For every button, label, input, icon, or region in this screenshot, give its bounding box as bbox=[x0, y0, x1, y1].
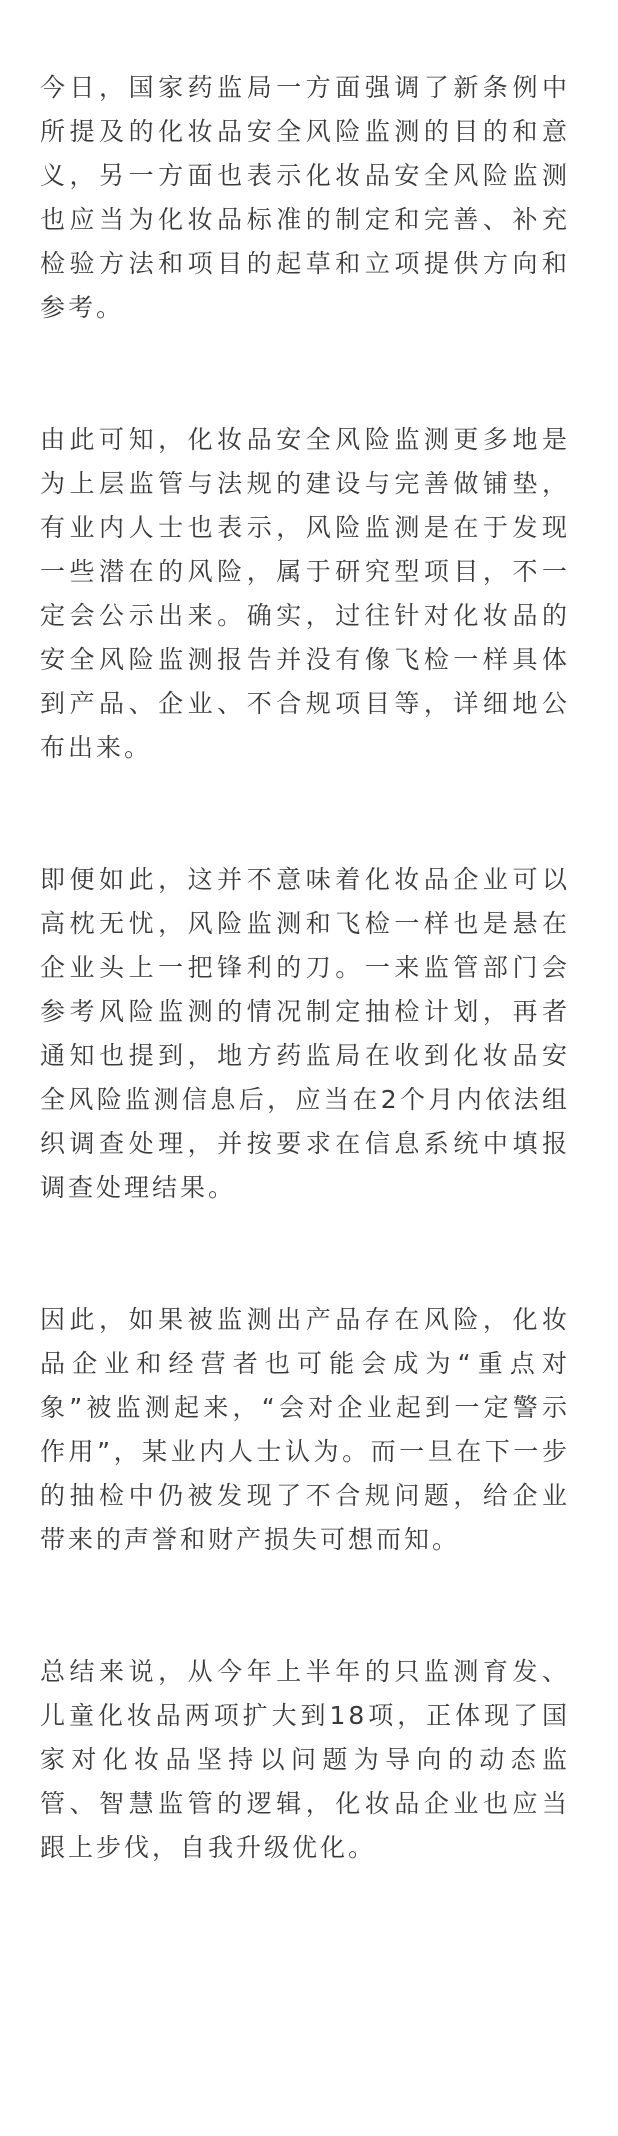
article-body bbox=[40, 66, 570, 1958]
paragraph-5: 总结来说，从今年上半年的只监测育发、儿童化妆品两项扩大到18项，正体现了国家对化妆品坚持以问题为导向的动态监管、智慧监管的逻辑，化妆品企业也应当跟上步伐，自我升级优化。 bbox=[40, 1657, 570, 1862]
paragraph-2: 由此可知，化妆品安全风险监测更多地是为上层监管与法规的建设与完善做铺垫，有业内人士也表示，风险监测是在于发现一些潜在的风险，属于研究型项目，不一定会公示出来。确实，过往针对化妆品的安全风险监测报告并没有像飞检一样具体到产品、企业、不合规项目等，详细地公布出来。 bbox=[40, 425, 570, 762]
paragraph-1: 今日，国家药监局一方面强调了新条例中所提及的化妆品安全风险监测的目的和意义，另一方面也表示化妆品安全风险监测也应当为化妆品标准的制定和完善、补充检验方法和项目的起草和立项提供方向和参考。 bbox=[40, 73, 570, 322]
paragraph-4: 因此，如果被监测出产品存在风险，化妆品企业和经营者也可能会成为“重点对象”被监测起来，“会对企业起到一定警示作用”，某业内人士认为。而一旦在下一步的抽检中仍被发现了不合规问题，给企业带来的声誉和财产损失可想而知。 bbox=[40, 1305, 570, 1554]
paragraph-3: 即便如此，这并不意味着化妆品企业可以高枕无忧，风险监测和飞检一样也是悬在企业头上一把锋利的刀。一来监管部门会参考风险监测的情况制定抽检计划，再者通知也提到，地方药监局在收到化妆品安全风险监测信息后，应当在2个月内依法组织调查处理，并按要求在信息系统中填报调查处理结果。 bbox=[40, 865, 570, 1202]
